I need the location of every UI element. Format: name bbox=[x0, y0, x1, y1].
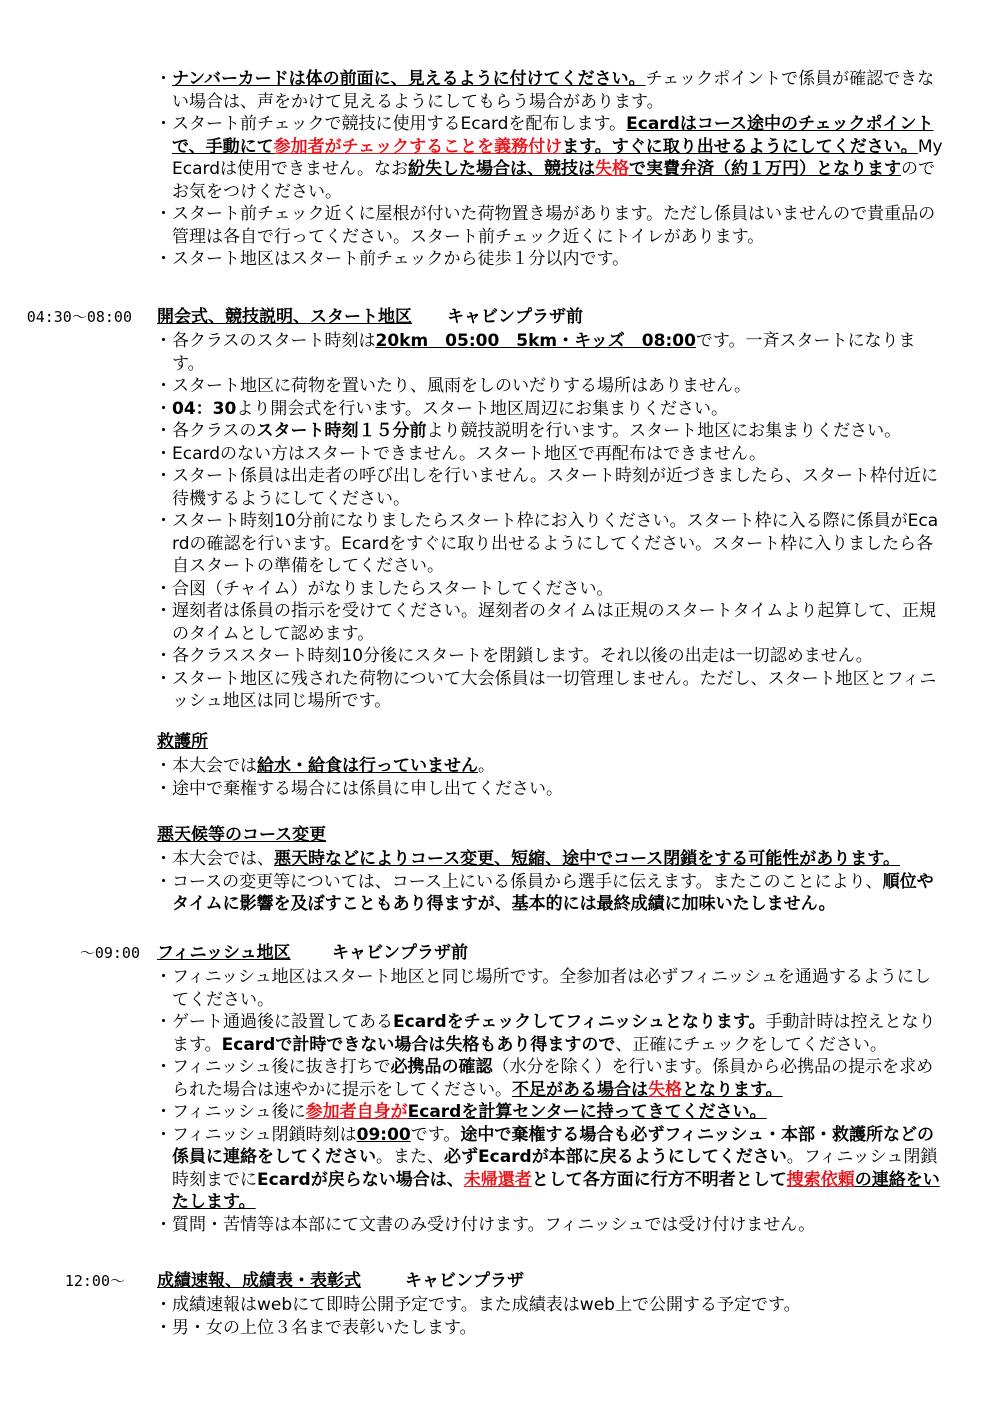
list-item bbox=[172, 755, 945, 778]
finish-section bbox=[0, 942, 1000, 1236]
text-run: 参加者自身が bbox=[305, 1102, 408, 1122]
text-run: スタート前チェックで競技に使用するEcardを配布します。 bbox=[172, 114, 627, 134]
list-item bbox=[172, 1056, 945, 1101]
opening-list bbox=[0, 330, 1000, 713]
text-run: 各クラスの bbox=[172, 421, 257, 441]
text-run: 男・女の上位３名まで表彰いたします。 bbox=[172, 1317, 477, 1338]
text-run: 合図（チャイム）がなりましたらスタートしてください。 bbox=[172, 578, 614, 599]
text-run: 未帰還者 bbox=[463, 1169, 532, 1190]
list-item bbox=[172, 778, 945, 801]
opening-time: 04:30～08:00 bbox=[26, 308, 132, 326]
text-run: 04：30 bbox=[172, 398, 237, 419]
text-run: Ecardが戻らない場合は、 bbox=[257, 1169, 464, 1190]
text-run: フィニッシュ地区はスタート地区と同じ場所です。全参加者は必ずフィニッシュを通過するようにしてください。 bbox=[172, 967, 931, 1010]
list-item bbox=[172, 113, 945, 203]
text-run: として各方面に行方不明者として bbox=[531, 1169, 787, 1190]
text-run: 各クラスのスタート時刻は bbox=[172, 331, 376, 351]
list-item bbox=[172, 375, 945, 398]
text-run: のでお気をつけください。 bbox=[172, 159, 936, 202]
results-title: 成績速報、成績表・表彰式 bbox=[157, 1271, 361, 1291]
text-run: 質問・苦情等は本部にて文書のみ受け付けます。フィニッシュでは受け付けません。 bbox=[172, 1214, 816, 1235]
text-run: より競技説明を行います。スタート地区にお集まりください。 bbox=[426, 421, 902, 441]
text-run: MyEcardは使用できません。なお bbox=[172, 136, 943, 179]
text-run: 捜索依頼 bbox=[786, 1169, 855, 1190]
opening-location: キャビンプラザ前 bbox=[447, 307, 583, 327]
text-run: フィニッシュ後に bbox=[172, 1102, 306, 1122]
text-run: （水分を除く）を行います。係員から必携品の提示を求められた場合は速やかに提示をしてください。 bbox=[172, 1057, 934, 1100]
text-run: スタート前チェック近くに屋根が付いた荷物置き場があります。ただし係員はいませんので貴重品の管理は各自で行ってください。スタート前チェック近くにトイレがあります。 bbox=[172, 204, 936, 247]
weather-list bbox=[0, 848, 1000, 916]
list-item bbox=[172, 1124, 945, 1214]
list-item bbox=[172, 668, 945, 713]
weather-section bbox=[0, 824, 1000, 916]
text-run: コースの変更等については、コース上にいる係員から選手に伝えます。またこのことにより、 bbox=[172, 871, 883, 892]
text-run: 失格 bbox=[595, 159, 630, 179]
text-run: 順位やタイムに影響を及ぼすこともあり得ますが、基本的には最終成績に加味いたしません。 bbox=[172, 871, 934, 914]
aid-list bbox=[0, 755, 1000, 800]
text-run: 必ずEcardが本部に戻るようにしてください bbox=[444, 1147, 787, 1167]
text-run: Ecardをチェックしてフィニッシュとなります。 bbox=[393, 1012, 766, 1032]
text-run: 成績速報はwebにて即時公開予定です。また成績表はweb上で公開する予定です。 bbox=[172, 1295, 801, 1315]
results-header bbox=[0, 1270, 1000, 1294]
text-run: 、正確にチェックをしてください。 bbox=[615, 1034, 887, 1055]
list-item bbox=[172, 1101, 945, 1124]
list-item bbox=[172, 203, 945, 248]
finish-time: ～09:00 bbox=[79, 944, 140, 962]
text-run: スタート時刻１５分前 bbox=[256, 421, 427, 441]
weather-title: 悪天候等のコース変更 bbox=[157, 825, 327, 845]
text-run: Ecardのない方はスタートできません。スタート地区で再配布はできません。 bbox=[172, 443, 767, 464]
list-item bbox=[172, 578, 945, 601]
text-run: 途中で棄権する場合も必ずフィニッシュ・本部・救護所などの係員に連絡をしてください bbox=[172, 1124, 935, 1167]
text-run: の連絡をいたします。 bbox=[172, 1169, 940, 1212]
text-run: チェックポイントで係員が確認できない場合は、声をかけて見えるようにしてもらう場合があります。 bbox=[172, 69, 935, 112]
intro-section bbox=[0, 68, 1000, 271]
text-run: ます。すぐに取り出せるようにしてください。 bbox=[562, 136, 918, 157]
results-location: キャビンプラザ bbox=[405, 1271, 524, 1291]
text-run: です。 bbox=[410, 1124, 461, 1145]
text-run: スタート地区はスタート前チェックから徒歩１分以内です。 bbox=[172, 249, 630, 269]
aid-title: 救護所 bbox=[157, 732, 208, 752]
text-run: スタート地区に残された荷物について大会係員は一切管理しません。ただし、スタート地区とフィニッシュ地区は同じ場所です。 bbox=[172, 668, 937, 711]
text-run: で実費弁済（約１万円）となります bbox=[629, 159, 902, 179]
text-run: 不足がある場合は bbox=[512, 1079, 648, 1100]
list-item bbox=[172, 1294, 945, 1317]
text-run: 紛失した場合は、競技は bbox=[408, 159, 596, 179]
text-run: スタート係員は出走者の呼び出しを行いません。スタート時刻が近づきましたら、スタート枠付近に待機するようにしてください。 bbox=[172, 466, 939, 509]
text-run: 。 bbox=[478, 756, 495, 776]
text-run: 遅刻者は係員の指示を受けてください。遅刻者のタイムは正規のスタートタイムより起算して、正規のタイムとして認めます。 bbox=[172, 601, 936, 644]
results-section bbox=[0, 1270, 1000, 1339]
list-item bbox=[172, 465, 945, 510]
list-item bbox=[172, 443, 945, 466]
finish-list bbox=[0, 966, 1000, 1236]
text-run: 手動計時は控えとなります。 bbox=[172, 1012, 936, 1055]
text-run: 本大会では bbox=[172, 756, 257, 776]
opening-title: 開会式、競技説明、スタート地区 bbox=[157, 307, 412, 327]
text-run: 給水・給食は行っていません bbox=[257, 756, 478, 776]
list-item bbox=[172, 1011, 945, 1056]
finish-location: キャビンプラザ前 bbox=[332, 943, 468, 963]
text-run: 本大会では、 bbox=[172, 849, 274, 869]
list-item bbox=[172, 871, 945, 916]
text-run: フィニッシュ閉鎖時刻は bbox=[172, 1124, 357, 1145]
text-run: フィニッシュ後に抜き打ちで bbox=[172, 1057, 391, 1077]
list-item bbox=[172, 966, 945, 1011]
text-run: 。フィニッシュ閉鎖時刻までに bbox=[172, 1147, 938, 1190]
list-item bbox=[172, 510, 945, 578]
text-run: Ecardで計時できない場合は失格もあり得ますので bbox=[221, 1034, 616, 1055]
text-run: Ecardを計算センターに持ってきてください。 bbox=[407, 1102, 767, 1122]
list-item bbox=[172, 1214, 945, 1237]
text-run: ゲート通過後に設置してある bbox=[172, 1012, 393, 1032]
aid-section bbox=[0, 731, 1000, 800]
intro-list bbox=[0, 68, 1000, 271]
list-item bbox=[172, 600, 945, 645]
text-run: 失格 bbox=[648, 1079, 682, 1100]
list-item bbox=[172, 330, 945, 375]
opening-section bbox=[0, 306, 1000, 713]
text-run: スタート地区に荷物を置いたり、風雨をしのいだりする場所はありません。 bbox=[172, 376, 752, 396]
weather-header bbox=[0, 824, 1000, 848]
text-run: となります。 bbox=[682, 1079, 783, 1100]
text-run: 途中で棄権する場合には係員に申し出てください。 bbox=[172, 778, 563, 799]
list-item bbox=[172, 248, 945, 271]
results-time: 12:00～ bbox=[64, 1272, 125, 1290]
list-item bbox=[172, 848, 945, 871]
list-item bbox=[172, 68, 945, 113]
text-run: 09:00 bbox=[356, 1124, 411, 1145]
finish-header bbox=[0, 942, 1000, 966]
finish-title: フィニッシュ地区 bbox=[157, 943, 291, 963]
opening-header bbox=[0, 306, 1000, 330]
list-item bbox=[172, 398, 945, 421]
list-item bbox=[172, 420, 945, 443]
text-run: スタート時刻10分前になりましたらスタート枠にお入りください。スタート枠に入る際に係員がEcardの確認を行います。Ecardをすぐに取り出せるようにしてください。スタート枠に入りましたら各自スタートの準備をしてください。 bbox=[172, 511, 939, 576]
text-run: 。また、 bbox=[376, 1147, 444, 1167]
text-run: より開会式を行います。スタート地区周辺にお集まりください。 bbox=[236, 398, 728, 419]
text-run: 参加者がチェックすることを義務付け bbox=[273, 136, 563, 157]
text-run: 20km 05:00 5km・キッズ 08:00 bbox=[375, 331, 696, 351]
text-run: 各クラススタート時刻10分後にスタートを閉鎖します。それ以後の出走は一切認めません。 bbox=[172, 646, 873, 666]
text-run: Ecardはコース途中のチェックポイントで、手動にて bbox=[172, 114, 934, 157]
list-item bbox=[172, 645, 945, 668]
aid-header bbox=[0, 731, 1000, 755]
list-item bbox=[172, 1317, 945, 1340]
text-run: ナンバーカードは体の前面に、見えるように付けてください。 bbox=[172, 69, 646, 89]
text-run: 必携品の確認 bbox=[390, 1057, 493, 1077]
text-run: 悪天時などによりコース変更、短縮、途中でコース閉鎖をする可能性があります。 bbox=[274, 849, 900, 869]
results-list bbox=[0, 1294, 1000, 1339]
text-run: です。一斉スタートになります。 bbox=[172, 331, 916, 374]
